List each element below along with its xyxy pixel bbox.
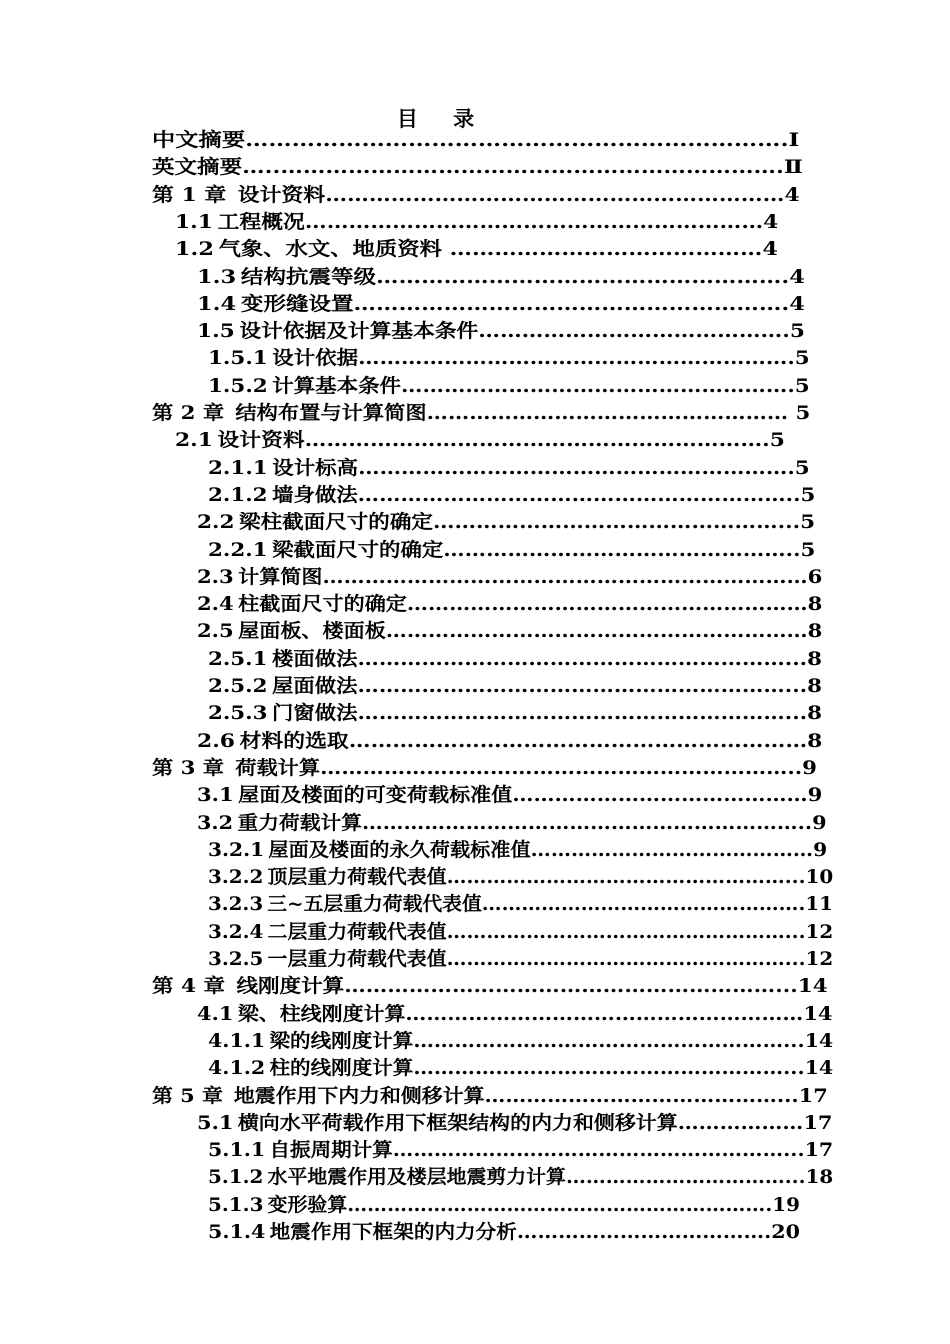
entry-number: 2.5.2 xyxy=(208,675,268,697)
toc-entry[interactable] xyxy=(197,318,805,345)
page-number: ...5 xyxy=(777,511,816,534)
entry-title: 三~五层重力荷载代表值 xyxy=(267,893,482,916)
dot-leader: …………………………… xyxy=(565,1166,785,1189)
toc-entry[interactable] xyxy=(175,236,778,263)
page-number: ...17 xyxy=(783,1139,834,1162)
toc-entry[interactable] xyxy=(208,946,833,973)
entry-number: 5.1.2 xyxy=(208,1166,264,1189)
entry-number: 1.1 xyxy=(175,210,213,233)
dot-leader: ………………………………. xyxy=(516,1221,772,1243)
page-number: ...8 xyxy=(784,647,822,670)
entry-title: 设计资料 xyxy=(237,183,326,206)
entry-title: 重力荷载计算 xyxy=(237,811,362,834)
entry-title: 设计依据及计算基本条件 xyxy=(239,320,479,343)
entry-title: 楼面做法 xyxy=(271,647,358,670)
toc-entry[interactable] xyxy=(152,755,817,782)
entry-title: 水平地震作用及楼层地震剪力计算 xyxy=(267,1166,566,1189)
page-number: ...18 xyxy=(784,1166,834,1189)
page-number: ...12 xyxy=(784,948,834,970)
toc-entry[interactable] xyxy=(175,427,785,454)
entry-title: 线刚度计算 xyxy=(236,975,345,998)
entry-number: 1.2 xyxy=(175,238,214,261)
entry-title: 柱的线刚度计算 xyxy=(269,1057,414,1080)
toc-entry[interactable] xyxy=(152,154,803,181)
entry-number: 第 5 章 xyxy=(152,1084,223,1107)
entry-title: 横向水平荷载作用下框架结构的内力和侧移计算 xyxy=(237,1111,678,1134)
page-number: 8 xyxy=(807,593,823,616)
toc-entry[interactable] xyxy=(208,919,833,946)
entry-number: 3.2.1 xyxy=(208,838,265,861)
entry-title: 屋面及楼面的永久荷载标准值 xyxy=(268,838,531,861)
dot-leader: ………………………………………………………. xyxy=(304,429,770,452)
entry-number: 2.1 xyxy=(175,429,213,452)
entry-title: 荷载计算 xyxy=(235,756,321,779)
dot-leader: …………………………………………………………… xyxy=(245,129,781,151)
dot-leader: ……………………………………………………… xyxy=(348,729,808,752)
page-number: ..5 xyxy=(785,538,816,561)
entry-title: 屋面板、楼面板 xyxy=(238,620,386,643)
entry-number: 1.5.1 xyxy=(208,347,268,370)
entry-title: 变形验算 xyxy=(267,1193,348,1216)
entry-number: 3.2.3 xyxy=(208,893,264,916)
page-number: .5 xyxy=(782,320,805,343)
entry-title: 变形缝设置 xyxy=(240,292,354,315)
page-number: 4 xyxy=(763,210,779,233)
dot-leader: ……………………………………………… xyxy=(413,1057,784,1080)
page-number: 4 xyxy=(784,183,800,206)
entry-title: 英文摘要 xyxy=(152,156,243,179)
dot-leader: …………………………………………………… xyxy=(358,456,788,479)
entry-number: 2.3 xyxy=(197,565,234,588)
entry-number: 1.5.2 xyxy=(208,374,268,397)
page-number: 4 xyxy=(762,238,778,261)
toc-entry[interactable] xyxy=(208,1137,833,1164)
toc-entry[interactable] xyxy=(208,537,815,564)
page-number: 5 xyxy=(788,402,811,424)
entry-title: 设计资料 xyxy=(217,429,305,452)
toc-entry[interactable] xyxy=(152,400,810,427)
entry-number: 1.3 xyxy=(197,265,237,288)
toc-entry[interactable] xyxy=(197,618,822,645)
entry-number: 第 4 章 xyxy=(152,975,226,998)
dot-leader: …………………………………………. xyxy=(481,893,806,916)
entry-title: 结构抗震等级 xyxy=(240,265,377,288)
entry-number: 2.6 xyxy=(197,729,235,752)
entry-title: 墙身做法 xyxy=(272,483,358,506)
dot-leader: ……………………………………………… xyxy=(413,1029,784,1052)
dot-leader: ………………………………………… xyxy=(432,511,778,534)
entry-title: 结构布置与计算简图 xyxy=(235,402,427,424)
entry-title: 计算基本条件 xyxy=(272,374,402,397)
page-number: ...17 xyxy=(776,1084,828,1107)
page-number: .Ⅰ xyxy=(780,129,800,151)
dot-leader: ……………………………………………………… xyxy=(325,183,785,206)
page-number: 6 xyxy=(807,565,823,588)
dot-leader: ………………………………………………… xyxy=(392,1139,784,1162)
dot-leader: …………………………………………………… xyxy=(357,675,785,697)
entry-number: 5.1.4 xyxy=(208,1221,266,1243)
toc-entry[interactable] xyxy=(208,837,827,864)
entry-number: 2.4 xyxy=(197,593,234,616)
toc-entry[interactable] xyxy=(152,127,799,154)
entry-number: 3.2.4 xyxy=(208,920,264,943)
page-number: 17 xyxy=(803,1111,833,1134)
entry-title: 梁柱截面尺寸的确定 xyxy=(239,511,433,534)
toc-entry[interactable] xyxy=(152,182,800,209)
page-number: .4 xyxy=(781,292,805,315)
dot-leader: …………………………………………… xyxy=(446,920,785,943)
toc-entry[interactable] xyxy=(197,728,822,755)
page-number: .5 xyxy=(787,456,810,479)
dot-leader: ……………… xyxy=(677,1111,804,1134)
toc-entry[interactable] xyxy=(197,509,815,536)
dot-leader: …………………………………… xyxy=(484,1084,777,1107)
entry-title: 屋面做法 xyxy=(271,675,358,697)
dot-leader: ………………………………………… xyxy=(443,538,786,561)
entry-number: 5.1.3 xyxy=(208,1193,264,1216)
dot-leader: ………………………………………………… xyxy=(405,1002,804,1025)
page-number: 9 xyxy=(807,784,823,807)
page-number: 19 xyxy=(772,1193,800,1216)
entry-title: 气象、水文、地质资料 xyxy=(218,238,442,261)
entry-title: 计算简图 xyxy=(238,565,323,588)
dot-leader: …………………………………………………… xyxy=(357,647,785,670)
toc-entry[interactable] xyxy=(197,1001,833,1028)
dot-leader: …………………………………………………………… xyxy=(322,565,808,588)
page-number: 9 xyxy=(813,838,828,861)
entry-number: 3.2.5 xyxy=(208,948,264,970)
page-number: ...12 xyxy=(784,920,834,943)
toc-entry[interactable] xyxy=(208,482,815,509)
entry-title: 地震作用下内力和侧移计算 xyxy=(233,1084,485,1107)
toc-entry[interactable] xyxy=(208,455,810,482)
toc-entry[interactable] xyxy=(152,973,828,1000)
dot-leader: ……………………………………………… xyxy=(401,374,788,397)
page-number: 8 xyxy=(807,729,823,752)
page-number: 14 xyxy=(803,1002,833,1025)
entry-number: 5.1 xyxy=(197,1111,234,1134)
entry-title: 地震作用下框架的内力分析 xyxy=(269,1221,517,1243)
dot-leader: …..…………………………………………………………. xyxy=(242,156,784,179)
dot-leader: …………………………………… xyxy=(441,238,763,261)
toc-entry[interactable] xyxy=(197,291,805,318)
entry-number: 2.5.1 xyxy=(208,647,268,670)
dot-leader: ………………………………………………………… xyxy=(320,756,788,779)
page-number: 8 xyxy=(807,620,823,643)
page-title: 目 录 xyxy=(396,106,489,131)
entry-number: 1.4 xyxy=(197,292,237,315)
dot-leader: …………………………………… xyxy=(512,784,808,807)
dot-leader: ………………………………………………………. xyxy=(347,1193,773,1216)
entry-number: 4.1.1 xyxy=(208,1029,266,1052)
toc-entry[interactable] xyxy=(197,810,827,837)
toc-entry[interactable] xyxy=(152,1083,828,1110)
toc-entry[interactable] xyxy=(208,1164,833,1191)
entry-number: 第 2 章 xyxy=(152,402,225,424)
entry-number: 2.2.1 xyxy=(208,538,268,561)
entry-number: 4.1 xyxy=(197,1002,234,1025)
entry-number: 2.5.3 xyxy=(208,702,268,725)
dot-leader: …………………………………………………… xyxy=(344,975,776,998)
page-number: .4 xyxy=(781,265,805,288)
entry-title: 二层重力荷载代表值 xyxy=(267,920,447,943)
toc-entry[interactable] xyxy=(175,209,778,236)
page-number: .5 xyxy=(787,347,810,370)
entry-title: 顶层重力荷载代表值 xyxy=(267,866,447,889)
entry-number: 3.2.2 xyxy=(208,866,264,889)
dot-leader: …………………………………………………… xyxy=(358,347,788,370)
dot-leader: ………………………………………………… xyxy=(353,292,782,315)
entry-number: 2.5 xyxy=(197,620,234,643)
entry-title: 门窗做法 xyxy=(271,702,358,725)
page-number: ..5 xyxy=(785,483,816,506)
toc-entry[interactable] xyxy=(208,646,822,673)
entry-title: 屋面及楼面的可变荷载标准值 xyxy=(238,784,513,807)
page-number: Ⅱ xyxy=(783,156,803,179)
entry-number: 3.1 xyxy=(197,784,234,807)
toc-entry[interactable] xyxy=(208,1028,833,1055)
toc-entry[interactable] xyxy=(208,700,822,727)
entry-number: 第 3 章 xyxy=(152,756,225,779)
entry-number: 2.1.1 xyxy=(208,456,268,479)
toc-entry[interactable] xyxy=(208,1055,833,1082)
page-number: 5 xyxy=(769,429,785,452)
dot-leader: …………………………………… xyxy=(530,838,814,861)
dot-leader: …………………………………………… xyxy=(446,948,785,970)
toc-entry[interactable] xyxy=(197,264,805,291)
page-number: ..9 xyxy=(787,756,817,779)
entry-title: 梁截面尺寸的确定 xyxy=(272,538,444,561)
page-number: .5 xyxy=(787,374,810,397)
toc-entry[interactable] xyxy=(197,591,822,618)
toc-entry[interactable] xyxy=(208,373,810,400)
toc-entry[interactable] xyxy=(208,345,810,372)
page-number: ...8 xyxy=(784,675,822,697)
dot-leader: ……………………………………………………… xyxy=(304,210,764,233)
dot-leader: ………………………………………………………. xyxy=(361,811,805,834)
toc-entry[interactable] xyxy=(197,1110,833,1137)
entry-title: 设计依据 xyxy=(272,347,359,370)
entry-title: 设计标高 xyxy=(272,456,359,479)
entry-title: 梁的线刚度计算 xyxy=(269,1029,414,1052)
dot-leader: …………………………………………………… xyxy=(357,483,786,506)
entry-number: 3.2 xyxy=(197,811,234,834)
toc-entry[interactable] xyxy=(208,1219,800,1246)
dot-leader: …………………………………………………… xyxy=(357,702,785,725)
entry-number: 5.1.1 xyxy=(208,1139,266,1162)
toc-entry[interactable] xyxy=(208,891,833,918)
entry-title: 梁、柱线刚度计算 xyxy=(237,1002,406,1025)
dot-leader: ……………………………………………… xyxy=(376,265,782,288)
dot-leader: ………………………………………………… xyxy=(406,593,808,616)
page-number: 11 xyxy=(805,893,833,916)
entry-title: 一层重力荷载代表值 xyxy=(267,948,447,970)
page-number: ...10 xyxy=(784,866,834,889)
toc-entry[interactable] xyxy=(197,782,822,809)
toc-entry[interactable] xyxy=(208,673,822,700)
entry-number: 2.2 xyxy=(197,511,235,534)
dot-leader: …………………………………………… xyxy=(426,402,789,424)
page-number: ...8 xyxy=(784,702,822,725)
page-number: .9 xyxy=(804,811,827,834)
toc-entry[interactable] xyxy=(208,864,833,891)
entry-number: 4.1.2 xyxy=(208,1057,266,1080)
entry-title: 工程概况 xyxy=(217,210,305,233)
entry-title: 自振周期计算 xyxy=(269,1139,393,1162)
entry-number: 1.5 xyxy=(197,320,235,343)
dot-leader: …………………………………………… xyxy=(446,866,785,889)
toc-entry[interactable] xyxy=(197,564,822,591)
dot-leader: …………………………………………………… xyxy=(385,620,808,643)
entry-title: 材料的选取 xyxy=(239,729,349,752)
entry-number: 第 1 章 xyxy=(152,183,227,206)
toc-entry[interactable] xyxy=(208,1192,800,1219)
dot-leader: …………………………………… xyxy=(478,320,783,343)
entry-title: 中文摘要 xyxy=(152,129,246,151)
entry-title: 柱截面尺寸的确定 xyxy=(238,593,407,616)
page-number: ...14 xyxy=(775,975,828,998)
page-number: ...14 xyxy=(783,1057,834,1080)
entry-number: 2.1.2 xyxy=(208,483,268,506)
page-number: ...14 xyxy=(783,1029,834,1052)
page-number: 20 xyxy=(771,1221,800,1243)
